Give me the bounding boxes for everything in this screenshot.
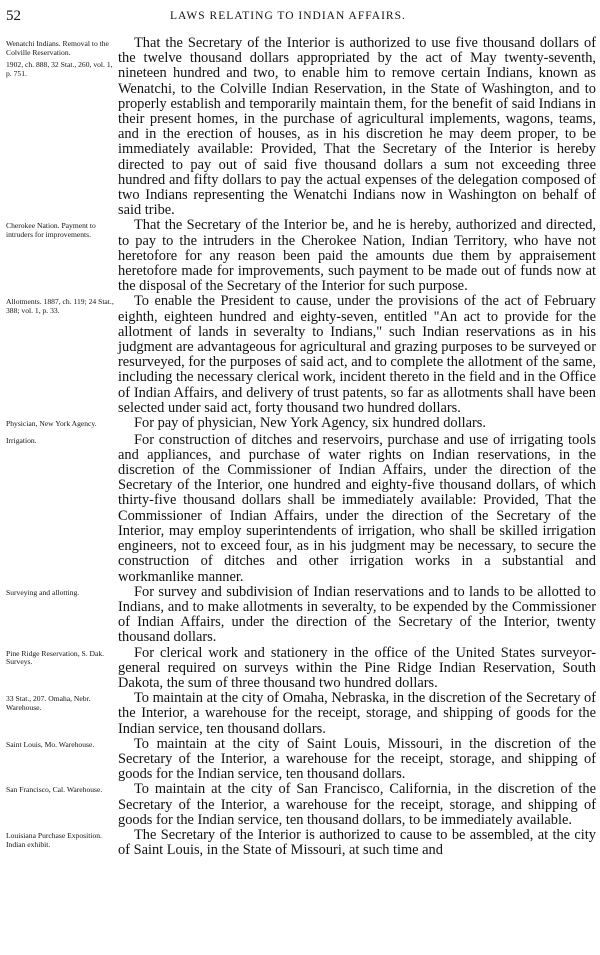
margin-note: 33 Stat., 207. Omaha, Nebr. Warehouse. (6, 694, 91, 712)
margin-note: Wenatchi Indians. Removal to the Colville Reservation. (6, 39, 109, 57)
section-allotments (6, 294, 596, 416)
section-irrigation (6, 433, 596, 585)
margin-notes (6, 585, 118, 602)
margin-note: 1902, ch. 888, 32 Stat., 260, vol. 1, p. 751. (6, 60, 113, 78)
section-louisiana-purchase (6, 828, 596, 858)
margin-note: Pine Ridge Reservation, S. Dak. Surveys. (6, 648, 105, 667)
margin-note: Physician, New York Agency. (6, 419, 97, 429)
paragraph: For survey and subdivision of Indian reservations and to lands to be allotted to Indians, and to make allotments in severalty, to be expended by the Commissioner of Indian Affairs, under the direction of the Secretary of the Interior, twenty thousand dollars. (118, 583, 596, 646)
paragraph: To maintain at the city of San Francisco, California, in the discretion of the Secretary of the Interior, a warehouse for the receipt, storage, and shipping of goods for the Indian service, ten thousand dollars, to be immediately available. (118, 781, 596, 828)
margin-note: Saint Louis, Mo. Warehouse. (6, 739, 95, 749)
margin-note: San Francisco, Cal. Warehouse. (6, 785, 103, 795)
paragraph: The Secretary of the Interior is authorized to cause to be assembled, at the city of Saint Louis, in the State of Missouri, at such time and (118, 826, 596, 859)
margin-notes (6, 294, 118, 319)
page-number: 52 (6, 8, 21, 24)
margin-note: Irrigation. (6, 435, 37, 445)
margin-notes (6, 416, 118, 433)
section-cherokee (6, 218, 596, 294)
paragraph: To maintain at the city of Omaha, Nebraska, in the discretion of the Secretary of the Interior, a warehouse for the receipt, storage, and shipping of goods for the Indian service, ten thousand dollars. (118, 690, 596, 737)
margin-notes (6, 737, 118, 754)
section-omaha (6, 691, 596, 737)
margin-notes (6, 828, 118, 853)
section-saint-louis (6, 737, 596, 783)
running-head: LAWS RELATING TO INDIAN AFFAIRS. (170, 10, 406, 22)
margin-notes (6, 646, 118, 671)
section-surveying (6, 585, 596, 646)
margin-notes (6, 782, 118, 799)
margin-notes (6, 218, 118, 243)
page-body (6, 36, 596, 858)
section-physician (6, 416, 596, 433)
margin-note: Louisiana Purchase Exposition. Indian exhibit. (6, 830, 102, 849)
margin-note: Cherokee Nation. Payment to intruders for improvements. (6, 221, 96, 240)
paragraph: To enable the President to cause, under the provisions of the act of February eighth, eighteen hundred and eighty-seven, entitled "An act to provide for the allotment of lands in severalty to Indians," such Indian reservations as in his judgment are advantageous for agricultural and grazing purposes to be surveyed or resurveyed, for the purposes of said act, and to complete the allotment of the same, including the necessary clerical work, incident thereto in the field and in the Office of Indian Affairs, and delivery of trust patents, so far as allotments shall have been selected under said act, forty thousand two hundred dollars. (118, 293, 596, 416)
section-wenatchi (6, 36, 596, 218)
paragraph: To maintain at the city of Saint Louis, Missouri, in the discretion of the Secretary of the Interior, a warehouse for the receipt, storage, and shipping of goods for the Indian service, ten thousand dollars. (118, 735, 596, 783)
margin-notes (6, 433, 118, 450)
paragraph: That the Secretary of the Interior is authorized to use five thousand dollars of the twelve thousand dollars appropriated by the act of May twenty-seventh, nineteen hundred and two, to enable him to remove certain Indians, known as Wenatchi, to the Colville Indian Reservation, in the State of Washington, and to properly establish and temporarily maintain them, for the benefit of said Indians in their present homes, in the purchase of agricultural implements, wagons, teams, and in the erection of houses, as in his discretion he may deem proper, to be immediately available: Provided, That the Secretary of the Interior is hereby directed to pay out of said five thousand dollars a sum not exceeding three hundred and fifty dollars to pay the actual expenses of the delegation composed of two Indians representing the Wenatchi Indians now in Washington on behalf of said tribe. (118, 35, 596, 219)
paragraph: That the Secretary of the Interior be, and he is hereby, authorized and directed, to pay to the intruders in the Cherokee Nation, Indian Territory, who have not heretofore for any reason been paid the amounts due them by appraisement heretofore made for improvements, such payment to be made out of funds now at the disposal of the Secretary of the Interior for such purpose. (118, 217, 596, 295)
margin-notes (6, 691, 118, 716)
margin-note: Surveying and allotting. (6, 587, 80, 597)
page-header (0, 6, 600, 28)
paragraph: For construction of ditches and reservoirs, purchase and use of irrigating tools and appliances, and purchase of water rights on Indian reservations, in the discretion of the Commissioner of Indian Affairs, under the direction of the Secretary of the Interior, one hundred and eighty-five thousand dollars, of which thirty-five thousand dollars shall be immediately available: Provided, That the Commissioner of Indian Affairs, under the direction of the Secretary of the Interior, may employ superintendents of irrigation, who shall be skilled irrigation engineers, not to exceed four, as in his judgment may be necessary, to secure the construction of ditches and other irrigation works in a substantial and workmanlike manner. (118, 431, 596, 585)
section-pine-ridge (6, 646, 596, 692)
margin-note: Allotments. 1887, ch. 119; 24 Stat., 388; vol. 1, p. 33. (6, 297, 114, 316)
paragraph: For clerical work and stationery in the office of the United States surveyor-general required on surveys within the Pine Ridge Indian Reservation, South Dakota, the sum of three thousand two hundred dollars. (118, 644, 596, 691)
paragraph: For pay of physician, New York Agency, six hundred dollars. (134, 415, 486, 432)
margin-notes (6, 36, 118, 82)
section-san-francisco (6, 782, 596, 828)
